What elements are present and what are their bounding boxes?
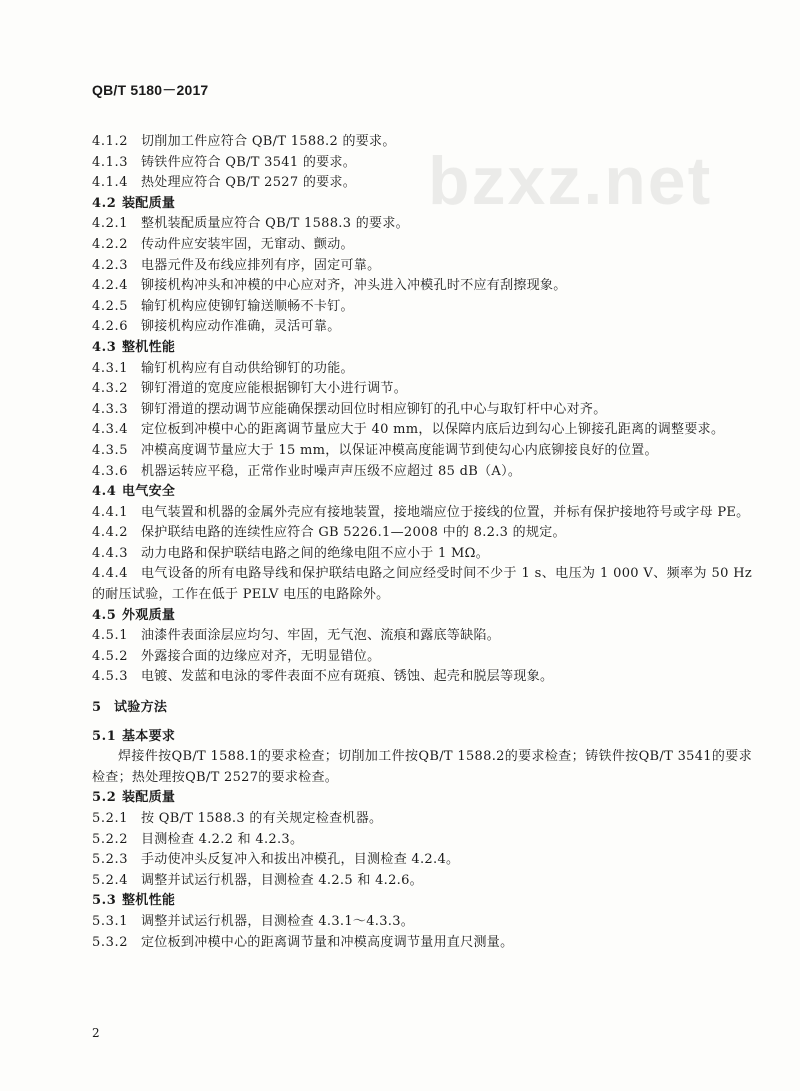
clause-5-3-2: 5.3.2 定位板到冲模中心的距离调节量和冲模高度调节量用直尺测量。 <box>92 934 514 950</box>
section-heading-5-2: 5.2 装配质量 <box>92 790 176 806</box>
clause-4-2-3: 4.2.3 电器元件及布线应排列有序，固定可靠。 <box>92 257 381 273</box>
clause-4-5-1: 4.5.1 油漆件表面涂层应均匀、牢固，无气泡、流痕和露底等缺陷。 <box>92 628 501 644</box>
document-body <box>92 132 752 953</box>
watermark: bzxz.net <box>428 143 713 219</box>
clause-4-3-6: 4.3.6 机器运转应平稳，正常作业时噪声声压级不应超过 85 dB（A）。 <box>92 463 522 479</box>
clause-4-4-1: 4.4.1 电气装置和机器的金属外壳应有接地装置，接地端应位于接线的位置，并标有保护接地符号或字母 PE。 <box>92 504 750 520</box>
standard-code: QB/T 5180－2017 <box>92 82 209 98</box>
section-heading-4-3: 4.3 整机性能 <box>92 339 176 355</box>
clause-4-3-3: 4.3.3 铆钉滑道的摆动调节应能确保摆动回位时相应铆钉的孔中心与取钉杆中心对齐。 <box>92 401 607 417</box>
section-heading-4-4: 4.4 电气安全 <box>92 484 176 500</box>
section-heading-4-2: 4.2 装配质量 <box>92 195 176 211</box>
clause-4-3-1: 4.3.1 输钉机构应有自动供给铆钉的功能。 <box>92 360 354 376</box>
chapter-heading-5: 5 试验方法 <box>92 700 168 716</box>
section-heading-4-5: 4.5 外观质量 <box>92 607 176 623</box>
clause-4-1-3: 4.1.3 铸铁件应符合 QB/T 3541 的要求。 <box>92 154 357 170</box>
clause-5-3-1: 5.3.1 调整并试运行机器，目测检查 4.3.1～4.3.3。 <box>92 913 415 929</box>
clause-4-2-2: 4.2.2 传动件应安装牢固，无窜动、颤动。 <box>92 236 354 252</box>
clause-4-1-4: 4.1.4 热处理应符合 QB/T 2527 的要求。 <box>92 175 357 191</box>
clause-5-2-2: 5.2.2 目测检查 4.2.2 和 4.2.3。 <box>92 831 304 847</box>
clause-4-5-2: 4.5.2 外露接合面的边缘应对齐，无明显错位。 <box>92 648 381 664</box>
clause-4-4-3: 4.4.3 动力电路和保护联结电路之间的绝缘电阻不应小于 1 MΩ。 <box>92 545 490 561</box>
clause-5-2-3: 5.2.3 手动使冲头反复冲入和拔出冲模孔，目测检查 4.2.4。 <box>92 852 460 868</box>
paragraph-5-1: 焊接件按QB/T 1588.1的要求检查；切削加工件按QB/T 1588.2的要求检查；铸铁件按QB/T 3541的要求检查；热处理按QB/T 2527的要求检查。 <box>92 749 752 785</box>
clause-4-1-2: 4.1.2 切削加工件应符合 QB/T 1588.2 的要求。 <box>92 134 396 149</box>
clause-4-3-2: 4.3.2 铆钉滑道的宽度应能根据铆钉大小进行调节。 <box>92 381 408 397</box>
section-heading-5-3: 5.3 整机性能 <box>92 893 176 909</box>
clause-5-2-4: 5.2.4 调整并试运行机器，目测检查 4.2.5 和 4.2.6。 <box>92 872 423 888</box>
clause-4-2-6: 4.2.6 铆接机构应动作准确，灵活可靠。 <box>92 319 341 335</box>
clause-5-2-1: 5.2.1 按 QB/T 1588.3 的有关规定检查机器。 <box>92 811 383 826</box>
clause-4-2-5: 4.2.5 输钉机构应使铆钉输送顺畅不卡钉。 <box>92 298 354 314</box>
clause-4-5-3: 4.5.3 电镀、发蓝和电泳的零件表面不应有斑痕、锈蚀、起壳和脱层等现象。 <box>92 669 554 685</box>
clause-4-2-4: 4.2.4 铆接机构冲头和冲模的中心应对齐，冲头进入冲模孔时不应有刮擦现象。 <box>92 278 567 294</box>
clause-4-2-1: 4.2.1 整机装配质量应符合 QB/T 1588.3 的要求。 <box>92 216 409 232</box>
page-number: 2 <box>92 1026 100 1040</box>
clause-4-4-4: 4.4.4 电气设备的所有电路导线和保护联结电路之间应经受时间不少于 1 s、电压为 1 000 V、频率为 50 Hz 的耐压试验，工作在低于 PELV 电压的电路除外。 <box>92 566 752 603</box>
section-heading-5-1: 5.1 基本要求 <box>92 728 176 744</box>
clause-4-3-5: 4.3.5 冲模高度调节量应大于 15 mm，以保证冲模高度能调节到使勾心内底铆接良好的位置。 <box>92 442 658 458</box>
clause-4-3-4: 4.3.4 定位板到冲模中心的距离调节量应大于 40 mm，以保障内底后边到勾心上铆接孔距离的调整要求。 <box>92 422 725 438</box>
clause-4-4-2: 4.4.2 保护联结电路的连续性应符合 GB 5226.1—2008 中的 8.2.3 的规定。 <box>92 525 566 541</box>
